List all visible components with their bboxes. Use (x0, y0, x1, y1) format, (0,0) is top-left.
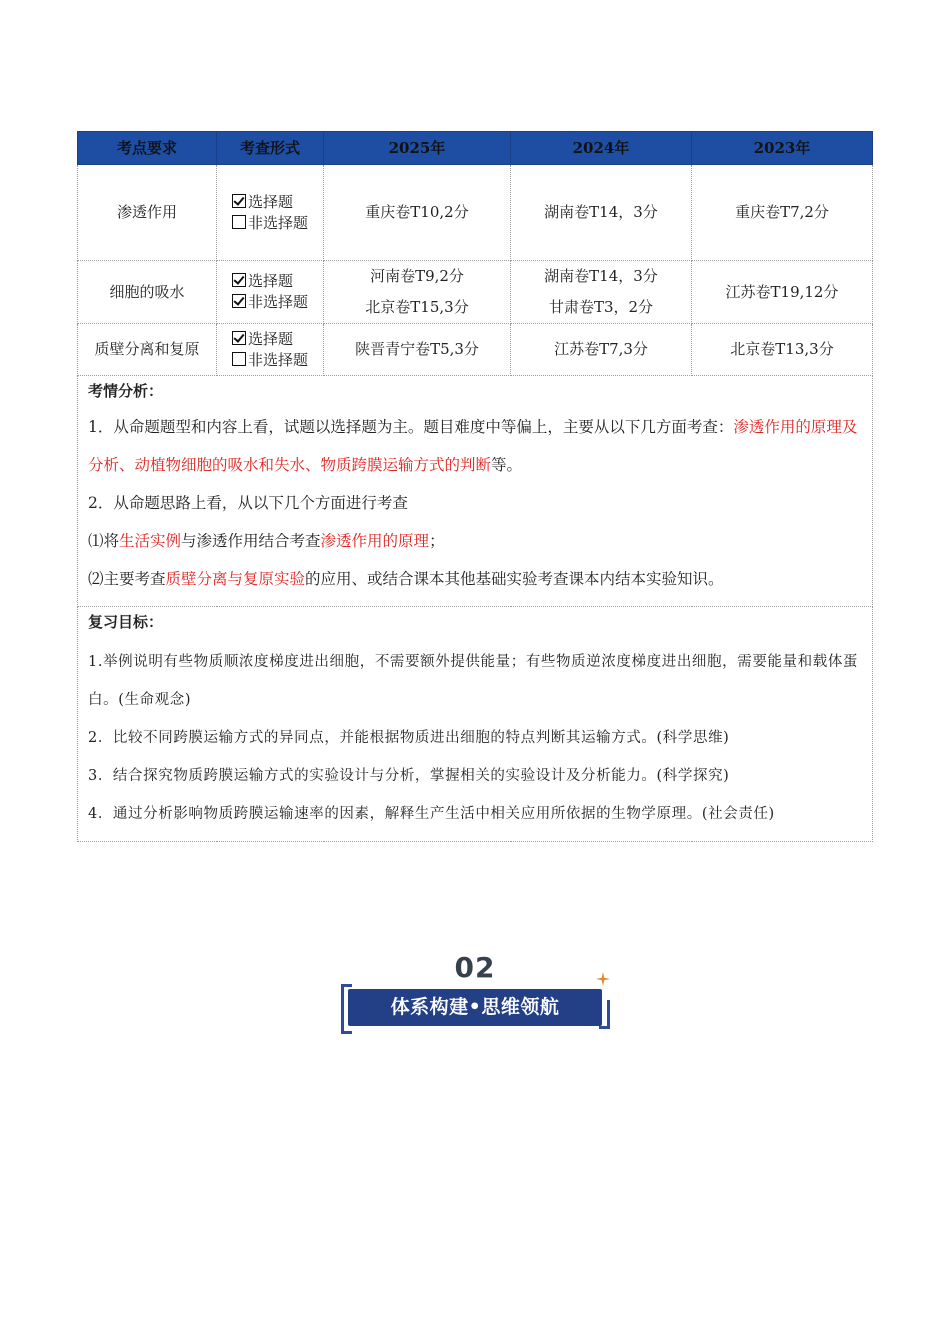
highlight-text: 渗透作用的原理及分析、动植物细胞的吸水和失水、物质跨膜运输方式的判断 (88, 418, 858, 474)
text-span: ⑴将 (88, 532, 120, 550)
checked-box-icon (232, 194, 246, 208)
source-entry: 重庆卷T10,2分 (365, 203, 469, 221)
text-span: ⑵主要考查 (88, 570, 166, 588)
analysis-section (78, 376, 873, 607)
form-option-label: 选择题 (247, 192, 293, 211)
text-span: 等。 (491, 456, 523, 474)
goal-item: 2．比较不同跨膜运输方式的异同点，并能根据物质进出细胞的特点判断其运输方式。(科学思维) (88, 730, 730, 746)
form-option (232, 329, 308, 350)
source-entry: 陕晋青宁卷T5,3分 (355, 340, 479, 358)
goals-title: 复习目标： (88, 613, 164, 631)
topic-cell: 渗透作用 (78, 165, 217, 261)
form-cell (217, 165, 324, 261)
text-span: ； (429, 532, 445, 550)
form-option (232, 350, 308, 371)
analysis-row (78, 376, 873, 607)
goal-item: 3．结合探究物质跨膜运输方式的实验设计与分析，掌握相关的实验设计及分析能力。(科学探究) (88, 768, 730, 784)
table-row (78, 261, 873, 324)
unchecked-box-icon (232, 352, 246, 366)
source-cell-2024 (511, 261, 692, 324)
topic-cell: 质壁分离和复原 (78, 324, 217, 376)
source-entry: 江苏卷T7,3分 (554, 340, 648, 358)
header-2024: 2024年 (511, 132, 692, 165)
exam-table (77, 131, 873, 842)
source-cell-2025 (324, 261, 511, 324)
banner-right-bracket (599, 1000, 610, 1029)
header-2023: 2023年 (692, 132, 873, 165)
analysis-title: 考情分析： (88, 382, 164, 400)
form-option-label: 选择题 (247, 329, 293, 348)
table-header-row (78, 132, 873, 165)
form-option (232, 192, 308, 213)
form-option (232, 213, 308, 234)
source-entry: 北京卷T13,3分 (730, 340, 834, 358)
highlight-text: 渗透作用的原理 (320, 532, 430, 550)
source-entry: 北京卷T15,3分 (365, 298, 469, 316)
source-cell-2024 (511, 324, 692, 376)
source-entry: 河南卷T9,2分 (370, 267, 464, 285)
header-2025: 2025年 (324, 132, 511, 165)
goals-section (78, 607, 873, 842)
checked-box-icon (232, 331, 246, 345)
source-entry: 江苏卷T19,12分 (725, 282, 839, 301)
form-option (232, 271, 308, 292)
table-row (78, 324, 873, 376)
form-option-label: 选择题 (247, 272, 293, 290)
goals-row (78, 607, 873, 842)
source-entry: 湖南卷T14，3分 (544, 203, 658, 221)
source-cell-2023 (692, 165, 873, 261)
highlight-text: 生活实例 (119, 532, 182, 550)
analysis-point-3 (88, 522, 862, 560)
section-banner-title: 体系构建•思维领航 (390, 996, 560, 1018)
topic-cell: 细胞的吸水 (78, 261, 217, 324)
text-span: 的应用、或结合课本其他基础实验考查课本内结本实验知识。 (305, 570, 724, 588)
goal-item: 1.举例说明有些物质顺浓度梯度进出细胞，不需要额外提供能量；有些物质逆浓度梯度进出细胞，需要能量和载体蛋白。(生命观念) (88, 654, 859, 708)
source-cell-2023 (692, 261, 873, 324)
sparkle-icon (596, 972, 610, 986)
analysis-point-1 (88, 408, 862, 484)
source-cell-2025 (324, 324, 511, 376)
section-number: 02 (454, 951, 496, 984)
form-cell (217, 261, 324, 324)
form-option-label: 非选择题 (247, 350, 308, 369)
source-entry: 重庆卷T7,2分 (735, 203, 829, 221)
text-span: 与渗透作用结合考查 (181, 532, 321, 550)
source-cell-2025 (324, 165, 511, 261)
header-topic: 考点要求 (78, 132, 217, 165)
unchecked-box-icon (232, 215, 246, 229)
section-banner (348, 989, 602, 1026)
source-cell-2023 (692, 324, 873, 376)
analysis-point-4 (88, 560, 862, 598)
form-option-label: 非选择题 (247, 213, 308, 232)
checked-box-icon (232, 294, 246, 308)
source-cell-2024 (511, 165, 692, 261)
highlight-text: 质壁分离与复原实验 (165, 570, 306, 588)
form-option-label: 非选择题 (247, 293, 308, 311)
source-entry: 甘肃卷T3，2分 (548, 298, 654, 316)
checked-box-icon (232, 273, 246, 287)
source-entry: 湖南卷T14，3分 (544, 267, 658, 285)
form-option (232, 292, 308, 313)
goal-item: 4．通过分析影响物质跨膜运输速率的因素，解释生产生活中相关应用所依据的生物学原理。(社会责任) (88, 806, 775, 822)
analysis-point-2: 2．从命题思路上看，从以下几个方面进行考查 (88, 494, 408, 512)
form-cell (217, 324, 324, 376)
text-span: 1．从命题题型和内容上看，试题以选择题为主。题目难度中等偏上，主要从以下几方面考查： (88, 418, 734, 436)
table-row (78, 165, 873, 261)
header-form: 考查形式 (217, 132, 324, 165)
